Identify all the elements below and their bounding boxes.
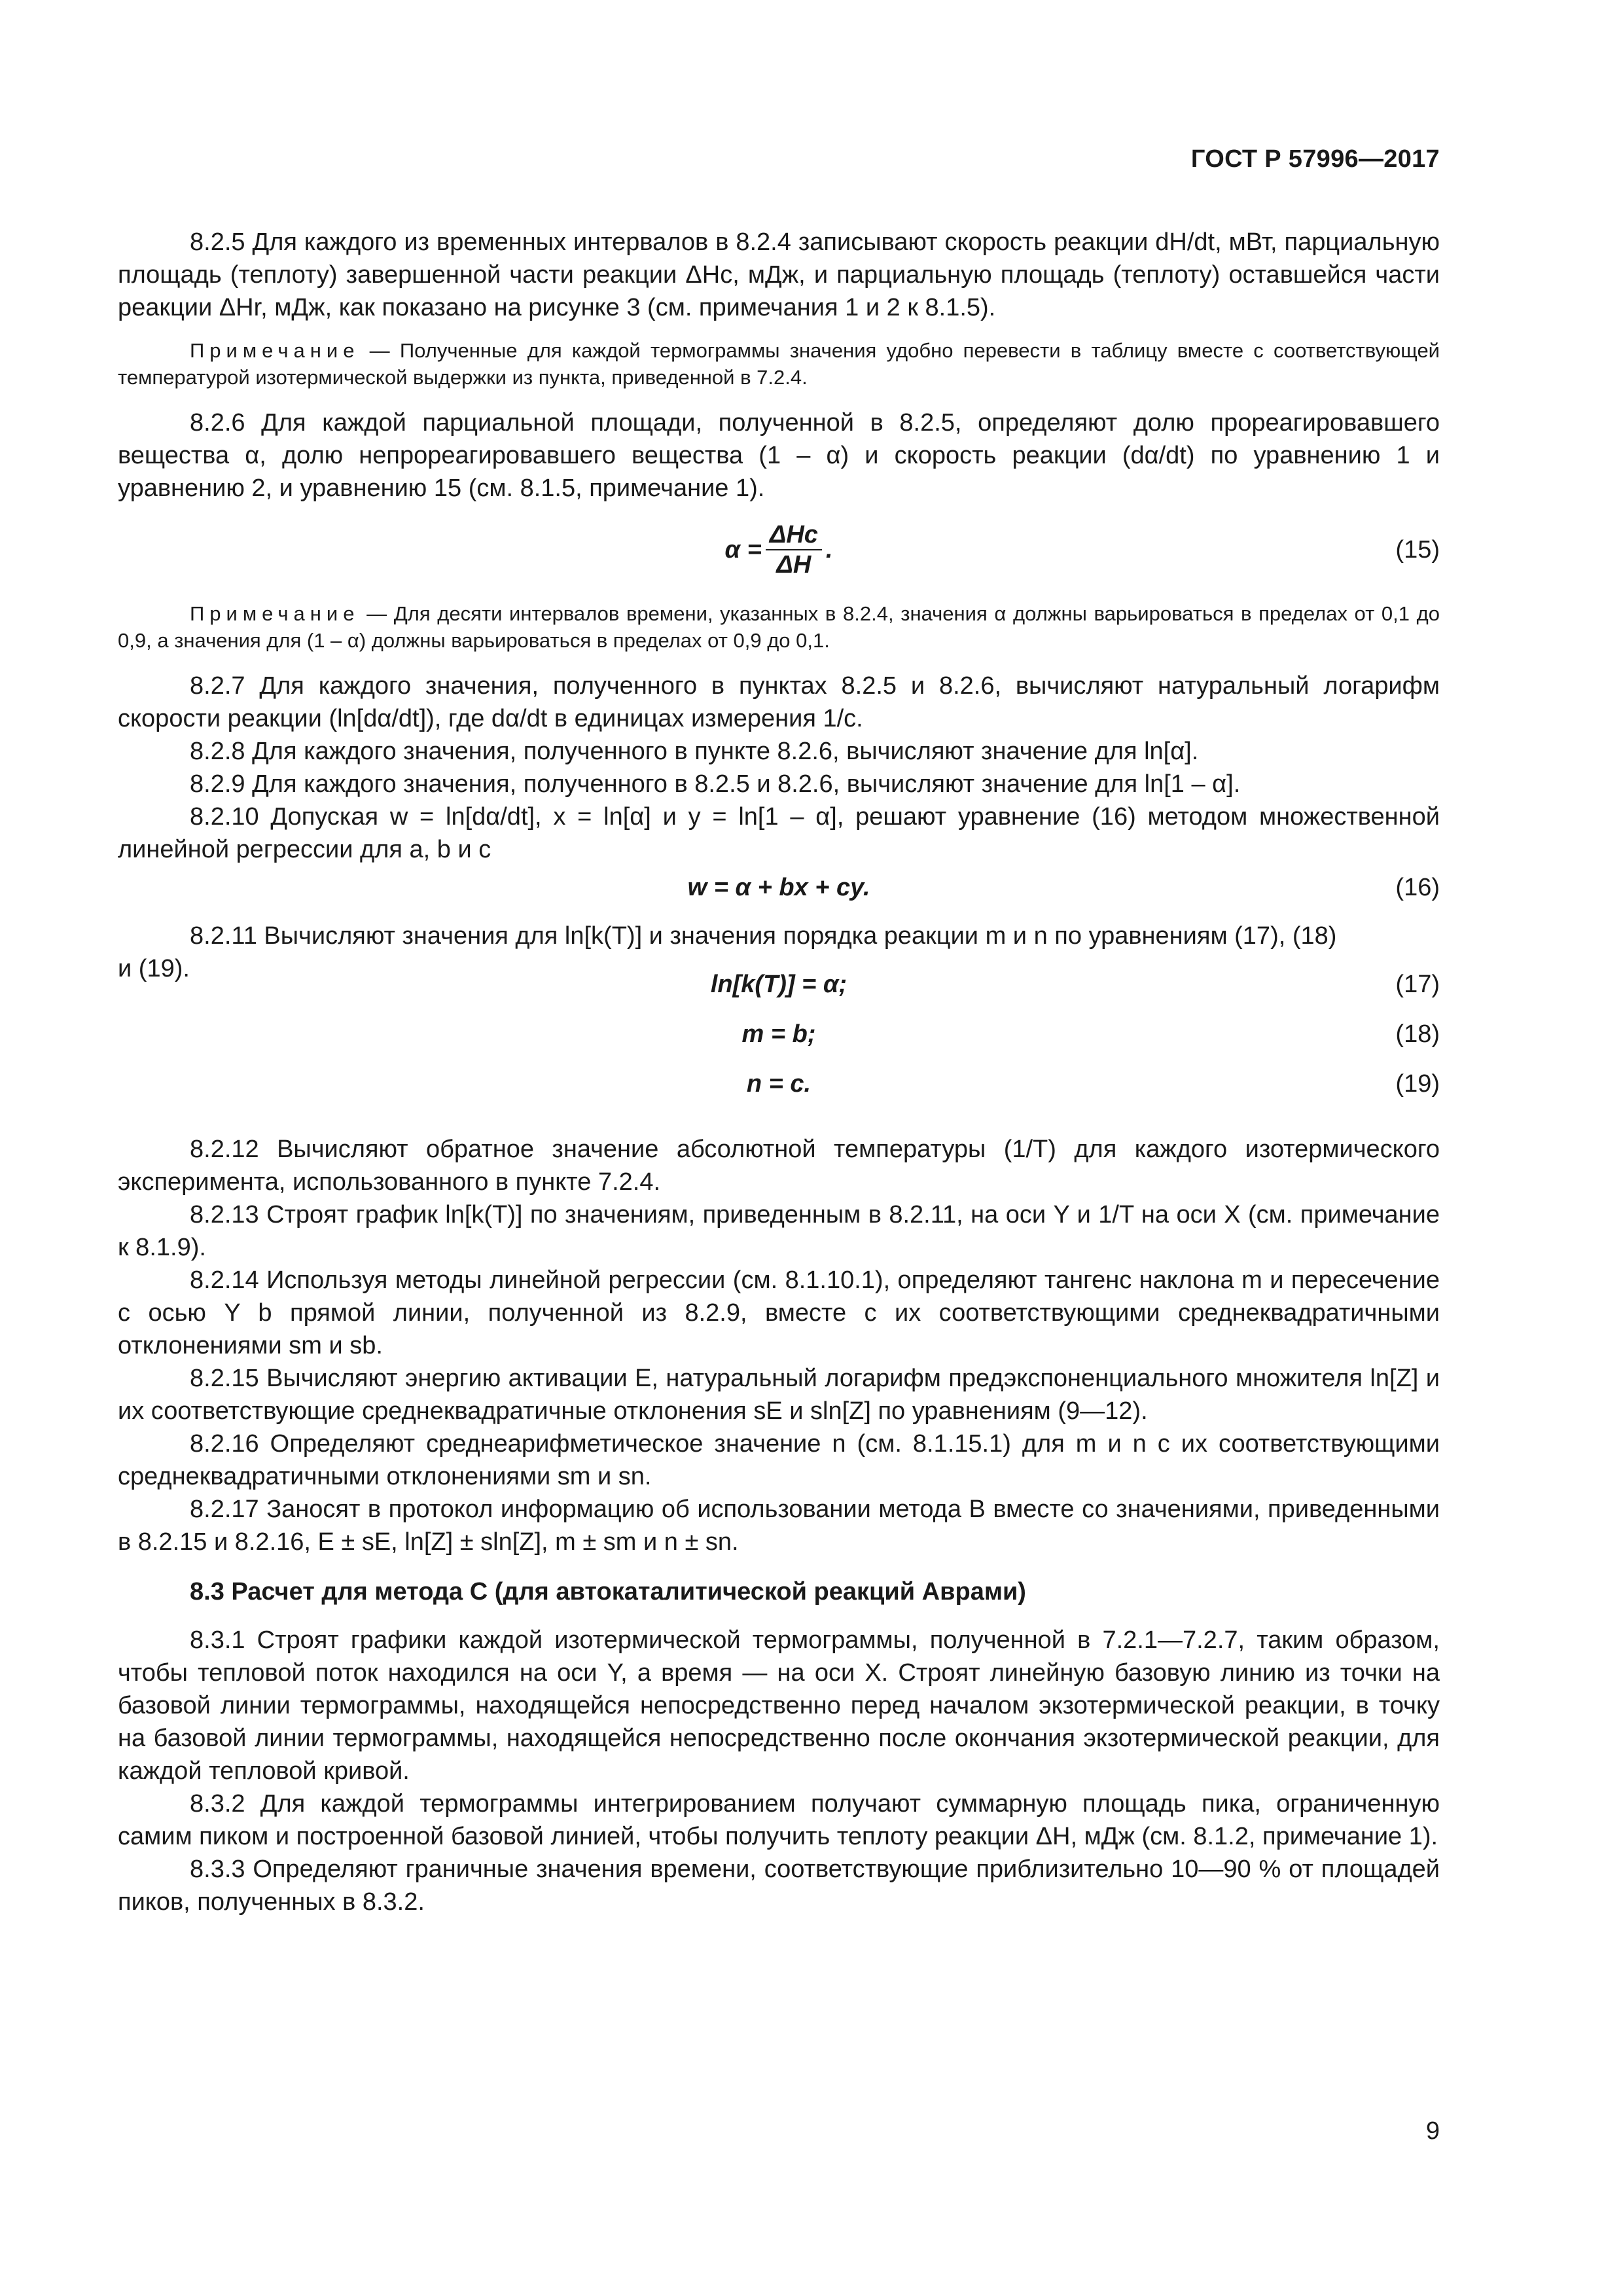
- document-body: [118, 226, 1440, 1918]
- equation-16-number: (16): [1395, 874, 1440, 901]
- paragraph-8-2-8: 8.2.8 Для каждого значения, полученного в пункте 8.2.6, вычисляют значение для ln[α].: [190, 738, 1199, 765]
- paragraph-8-2-15: 8.2.15 Вычисляют энергию активации E, натуральный логарифм предэкспоненциального множителя ln[Z] и их соответствующие среднеквадратичные отклонения sE и sln[Z] по уравнениям (9—12).: [118, 1365, 1440, 1425]
- standard-header: ГОСТ Р 57996—2017: [1190, 145, 1440, 173]
- equation-15-tail: .: [825, 536, 833, 564]
- equation-15-lhs: α =: [724, 536, 762, 564]
- equation-19-formula: n = c.: [746, 1070, 812, 1098]
- paragraph-8-2-11: 8.2.11 Вычисляют значения для ln[k(T)] и значения порядка реакции m и n по уравнениям (17), (18): [190, 922, 1337, 950]
- equation-19-number: (19): [1395, 1070, 1440, 1098]
- equation-15-denominator: ΔH: [776, 551, 812, 579]
- equation-15-fraction: [766, 520, 822, 579]
- paragraph-8-2-17: 8.2.17 Заносят в протокол информацию об использовании метода B вместе со значениями, приведенными в 8.2.15 и 8.2.16, E ± sE, ln[Z] ± sln[Z], m ± sm и n ± sn.: [118, 1496, 1440, 1556]
- paragraph-8-2-10: 8.2.10 Допуская w = ln[dα/dt], x = ln[α] и y = ln[1 – α], решают уравнение (16) методом множественной линейной регрессии для a, b и c: [118, 803, 1440, 863]
- document-page: [118, 0, 1440, 2296]
- page-number: 9: [1425, 2117, 1440, 2145]
- equation-17: [118, 965, 1440, 1003]
- equation-19: [118, 1065, 1440, 1103]
- note-2-label: Примечание: [190, 602, 360, 625]
- paragraph-8-2-12: 8.2.12 Вычисляют обратное значение абсолютной температуры (1/T) для каждого изотермического эксперимента, использованного в пункте 7.2.4.: [118, 1136, 1440, 1196]
- paragraph-8-2-6: 8.2.6 Для каждой парциальной площади, полученной в 8.2.5, определяют долю прореагировавшего вещества α, долю непрореагировавшего вещества (1 – α) и скорость реакции (dα/dt) по уравнению 1 и уравнению 2, и уравнению 15 (см. 8.1.5, примечание 1).: [118, 409, 1440, 502]
- equation-16-formula: w = α + bx + cy.: [687, 874, 870, 901]
- paragraph-8-2-16: 8.2.16 Определяют среднеарифметическое значение n (см. 8.1.15.1) для m и n с их соответствующими среднеквадратичными отклонениями sm и sn.: [118, 1430, 1440, 1490]
- paragraph-8-2-11-cont: и (19).: [118, 955, 190, 982]
- paragraph-8-2-9: 8.2.9 Для каждого значения, полученного в 8.2.5 и 8.2.6, вычисляют значение для ln[1 – α].: [190, 770, 1241, 798]
- equation-18-formula: m = b;: [741, 1020, 816, 1048]
- equation-17-formula: ln[k(T)] = α;: [710, 971, 847, 998]
- note-1-label: Примечание: [190, 339, 360, 362]
- equation-15-number: (15): [1395, 536, 1440, 564]
- section-heading-8-3: 8.3 Расчет для метода C (для автокаталитической реакций Аврами): [190, 1578, 1026, 1605]
- paragraph-8-2-13: 8.2.13 Строят график ln[k(T)] по значениям, приведенным в 8.2.11, на оси Y и 1/T на оси X (см. примечание к 8.1.9).: [118, 1201, 1440, 1261]
- paragraph-8-2-7: 8.2.7 Для каждого значения, полученного в пунктах 8.2.5 и 8.2.6, вычисляют натуральный логарифм скорости реакции (ln[dα/dt]), где dα/dt в единицах измерения 1/с.: [118, 672, 1440, 732]
- equation-18: [118, 1015, 1440, 1053]
- paragraph-8-3-1: 8.3.1 Строят графики каждой изотермической термограммы, полученной в 7.2.1—7.2.7, таким образом, чтобы тепловой поток находился на оси Y, а время — на оси X. Строят линейную базовую линию из точки на базовой линии термограммы, находящейся непосредственно перед началом экзотермической реакции, в точку на базовой линии термограммы, находящейся непосредственно после окончания экзотермической реакции, для каждой тепловой кривой.: [118, 1626, 1440, 1785]
- equation-15: [118, 514, 1440, 586]
- paragraph-8-2-14: 8.2.14 Используя методы линейной регрессии (см. 8.1.10.1), определяют тангенс наклона m и пересечение с осью Y b прямой линии, полученной из 8.2.9, вместе с их соответствующими среднеквадратичными отклонениями sm и sb.: [118, 1266, 1440, 1359]
- equation-15-numerator: ΔHc: [766, 520, 822, 550]
- equation-17-number: (17): [1395, 971, 1440, 998]
- paragraph-8-3-2: 8.3.2 Для каждой термограммы интегрированием получают суммарную площадь пика, ограниченную самим пиком и построенной базовой линией, чтобы получить теплоту реакции ΔH, мДж (см. 8.1.2, примечание 1).: [118, 1790, 1440, 1850]
- paragraph-8-2-5: 8.2.5 Для каждого из временных интервалов в 8.2.4 записывают скорость реакции dH/dt, мВт, парциальную площадь (теплоту) завершенной части реакции ΔHc, мДж, и парциальную площадь (теплоту) оставшейся части реакции ΔHr, мДж, как показано на рисунке 3 (см. примечания 1 и 2 к 8.1.5).: [118, 228, 1440, 321]
- note-1-text: — Полученные для каждой термограммы значения удобно перевести в таблицу вместе с соответствующей температурой изотермической выдержки из пункта, приведенной в 7.2.4.: [118, 339, 1440, 389]
- equation-18-number: (18): [1395, 1020, 1440, 1048]
- paragraph-8-3-3: 8.3.3 Определяют граничные значения времени, соответствующие приблизительно 10—90 % от площадей пиков, полученных в 8.3.2.: [118, 1856, 1440, 1916]
- note-1: [118, 337, 1440, 391]
- note-2-text: — Для десяти интервалов времени, указанных в 8.2.4, значения α должны варьироваться в пределах от 0,1 до 0,9, а значения для (1 – α) должны варьироваться в пределах от 0,9 до 0,1.: [118, 602, 1440, 652]
- note-2: [118, 600, 1440, 654]
- equation-16: [118, 869, 1440, 906]
